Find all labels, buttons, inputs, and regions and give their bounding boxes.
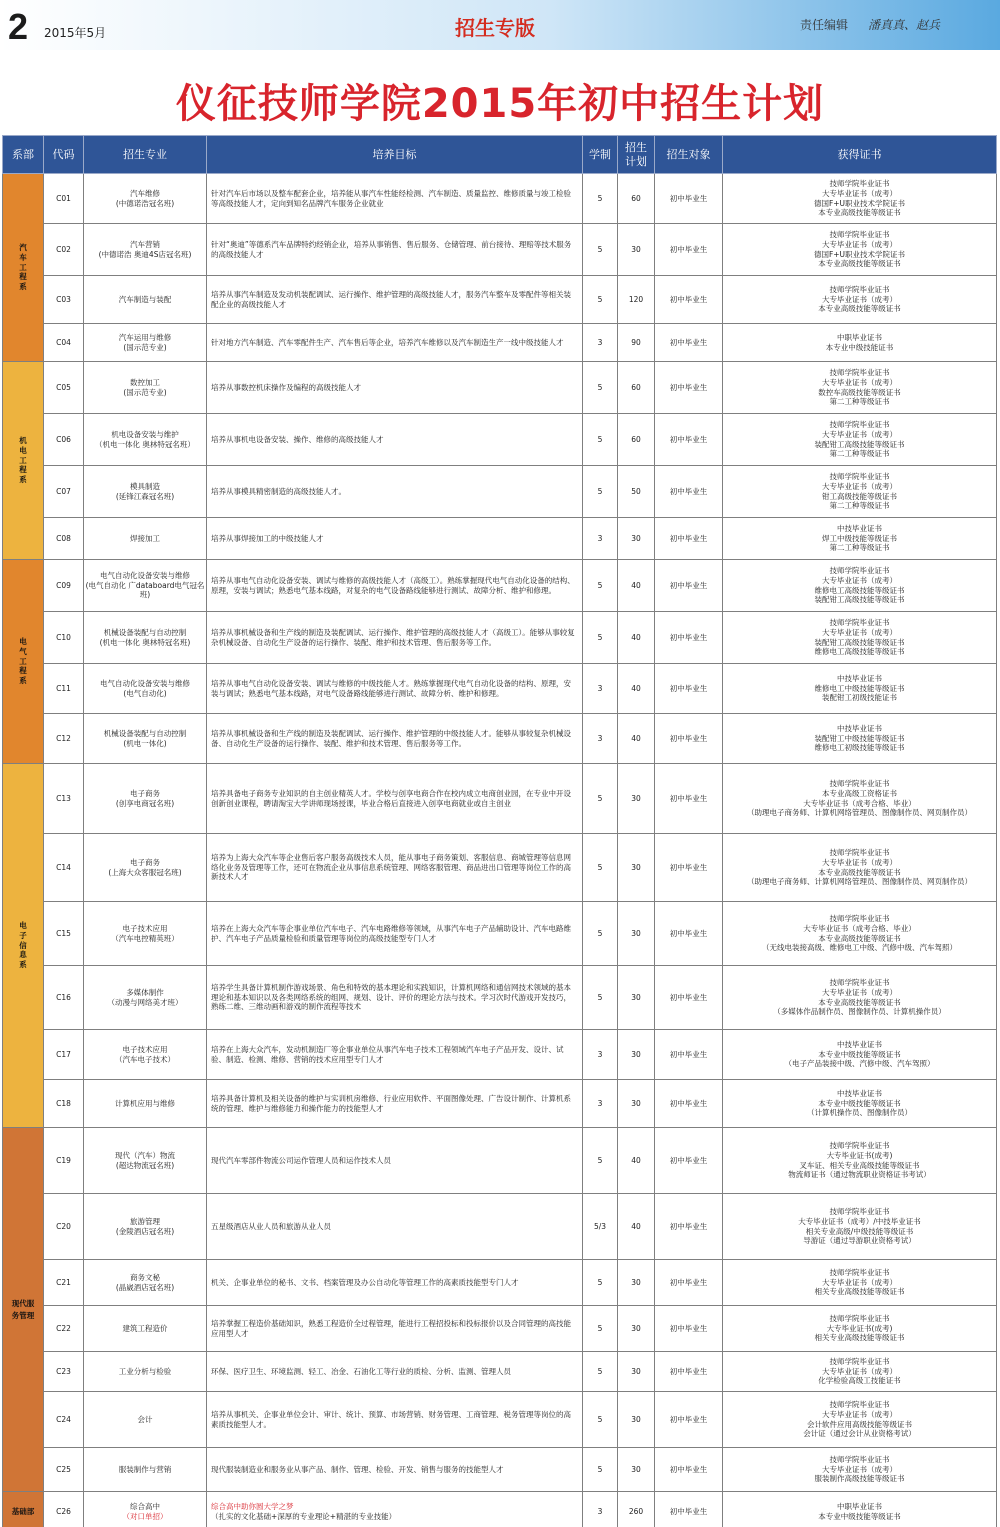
major-cell <box>84 1306 207 1352</box>
code-cell: C22 <box>44 1306 84 1352</box>
table-row <box>3 518 997 560</box>
target-cell: 初中毕业生 <box>655 1080 723 1128</box>
goal-cell <box>207 174 583 224</box>
section-title: 招生专版 <box>455 16 535 40</box>
quota-cell: 40 <box>618 612 655 664</box>
goal-text: 针对地方汽车制造、汽车零配件生产、汽车售后等企业，培养汽车维修以及汽车制造生产一线中级技能人才 <box>211 337 564 347</box>
major-name: 商务文秘 (晶崴酒店冠名班) <box>115 1272 175 1292</box>
quota-cell: 30 <box>618 1030 655 1080</box>
quota-cell: 30 <box>618 1260 655 1306</box>
goal-cell <box>207 612 583 664</box>
goal-cell <box>207 1492 583 1527</box>
certs-cell: 技师学院毕业证书 大专毕业证书（成考） 钳工高级技能等级证书 第二工种等级证书 <box>723 466 997 518</box>
goal-cell <box>207 518 583 560</box>
years-cell: 5 <box>583 1306 618 1352</box>
major-cell <box>84 466 207 518</box>
goal-text: 培养掌握工程造价基础知识，熟悉工程造价全过程管理，能进行工程招投标和投标报价以及合同管理的高技能应用型人才 <box>211 1318 571 1338</box>
goal-cell <box>207 1194 583 1260</box>
table-row <box>3 224 997 276</box>
target-cell: 初中毕业生 <box>655 174 723 224</box>
target-cell: 初中毕业生 <box>655 1352 723 1392</box>
major-cell <box>84 612 207 664</box>
major-cell <box>84 1448 207 1492</box>
goal-text: 培养学生具备计算机制作游戏场景、角色和特效的基本理论和实践知识，计算机网络和通信网技术领域的基本理论和基本知识以及各类网络系统的组网、规划、设计、评价的理论方法与技术。学习次时代游戏开发技巧，熟练二维、三维动画和游戏的制作流程等技术 <box>211 982 571 1012</box>
code-cell: C21 <box>44 1260 84 1306</box>
table-row <box>3 902 997 966</box>
table-row <box>3 1194 997 1260</box>
certs-cell: 技师学院毕业证书 大专毕业证书（成考） 装配钳工高级技能等级证书 第二工种等级证书 <box>723 414 997 466</box>
major-name: 工业分析与检验 <box>118 1366 172 1376</box>
target-cell: 初中毕业生 <box>655 414 723 466</box>
certs-cell: 技师学院毕业证书 大专毕业证书（成考） 本专业高级技能等级证书 <box>723 276 997 324</box>
target-cell: 初中毕业生 <box>655 224 723 276</box>
table-row <box>3 834 997 902</box>
major-name: 会计 <box>137 1414 153 1424</box>
department-cell: 汽 车 工 程 系 <box>3 174 44 362</box>
major-cell <box>84 764 207 834</box>
goal-cell <box>207 560 583 612</box>
department-cell: 机 电 工 程 系 <box>3 362 44 560</box>
certs-cell: 技师学院毕业证书 本专业高级工资格证书 大专毕业证书（成考合格、毕业） （助理电子商务师、计算机网络管理员、图像制作员、网页制作员） <box>723 764 997 834</box>
quota-cell: 60 <box>618 362 655 414</box>
quota-cell: 30 <box>618 834 655 902</box>
goal-text: 现代服装制造业和服务业从事产品、制作、管理、检验、开发、销售与服务的技能型人才 <box>211 1464 504 1474</box>
header-certs: 获得证书 <box>723 136 997 174</box>
major-cell <box>84 966 207 1030</box>
years-cell: 3 <box>583 324 618 362</box>
years-cell: 5 <box>583 1260 618 1306</box>
code-cell: C01 <box>44 174 84 224</box>
table-row <box>3 362 997 414</box>
table-row <box>3 714 997 764</box>
code-cell: C10 <box>44 612 84 664</box>
quota-cell: 30 <box>618 224 655 276</box>
years-cell: 5 <box>583 560 618 612</box>
goal-cell <box>207 764 583 834</box>
major-cell <box>84 1392 207 1448</box>
header-code: 代码 <box>44 136 84 174</box>
department-cell: 基础部 <box>3 1492 44 1527</box>
major-cell <box>84 902 207 966</box>
quota-cell: 30 <box>618 764 655 834</box>
major-name: 数控加工 (国示范专业) <box>123 377 167 397</box>
target-cell: 初中毕业生 <box>655 714 723 764</box>
code-cell: C05 <box>44 362 84 414</box>
target-cell: 初中毕业生 <box>655 324 723 362</box>
years-cell: 5 <box>583 414 618 466</box>
table-row <box>3 1030 997 1080</box>
years-cell: 5/3 <box>583 1194 618 1260</box>
years-cell: 5 <box>583 276 618 324</box>
major-cell <box>84 1260 207 1306</box>
major-name: 多媒体制作 （动漫与网络美才班） <box>107 987 183 1007</box>
target-cell: 初中毕业生 <box>655 1448 723 1492</box>
table-header-row <box>3 136 997 174</box>
major-name: 电子商务 (创享电商冠名班) <box>115 788 175 808</box>
table-row <box>3 276 997 324</box>
certs-cell: 技师学院毕业证书 大专毕业证书(成考) 叉车证、相关专业高级技能等级证书 物流师证书（通过物流职业资格证书考试） <box>723 1128 997 1194</box>
certs-cell: 技师学院毕业证书 大专毕业证书（成考） 本专业高级技能等级证书 （助理电子商务师、计算机网络管理员、图像制作员、网页制作员） <box>723 834 997 902</box>
major-name: 电气自动化设备安装与维修 (电气自动化) <box>100 678 190 698</box>
code-cell: C11 <box>44 664 84 714</box>
code-cell: C14 <box>44 834 84 902</box>
goal-text: （扎实的文化基础+深厚的专业理论+精湛的专业技能） <box>211 1511 397 1521</box>
certs-cell: 技师学院毕业证书 大专毕业证书（成考） 数控车高级技能等级证书 第二工种等级证书 <box>723 362 997 414</box>
major-cell <box>84 174 207 224</box>
goal-cell <box>207 276 583 324</box>
target-cell: 初中毕业生 <box>655 1492 723 1527</box>
certs-cell: 技师学院毕业证书 大专毕业证书（成考） 德国F+U职业技术学院证书 本专业高级技能等级证书 <box>723 174 997 224</box>
major-name: 电气自动化设备安装与维修 (电气自动化 广databoard电气冠名班) <box>85 570 205 600</box>
certs-cell: 技师学院毕业证书 大专毕业证书（成考） 维修电工高级技能等级证书 装配钳工高级技能等级证书 <box>723 560 997 612</box>
quota-cell: 40 <box>618 1128 655 1194</box>
page-header-band <box>0 0 1000 50</box>
issue-date: 2015年5月 <box>44 26 107 40</box>
code-cell: C04 <box>44 324 84 362</box>
quota-cell: 30 <box>618 1306 655 1352</box>
major-cell <box>84 276 207 324</box>
major-cell <box>84 1352 207 1392</box>
code-cell: C08 <box>44 518 84 560</box>
header-quota: 招生 计划 <box>618 136 655 174</box>
code-cell: C07 <box>44 466 84 518</box>
target-cell: 初中毕业生 <box>655 764 723 834</box>
quota-cell: 30 <box>618 518 655 560</box>
target-cell: 初中毕业生 <box>655 466 723 518</box>
code-cell: C16 <box>44 966 84 1030</box>
target-cell: 初中毕业生 <box>655 1260 723 1306</box>
goal-cell <box>207 466 583 518</box>
major-cell <box>84 1128 207 1194</box>
goal-text: 培养从事机关、企事业单位会计、审计、统计、预算、市场营销、财务管理、工商管理、税务管理等岗位的高素质技能型人才。 <box>211 1409 571 1429</box>
goal-text: 培养具备电子商务专业知识的自主创业精英人才。学校与创享电商合作在校内成立电商创业园，在专业中开设创新创业课程，聘请淘宝大学讲师现场授课，毕业合格后直接进入创享电商就业或自主创业 <box>211 788 571 808</box>
goal-cell <box>207 324 583 362</box>
quota-cell: 30 <box>618 1080 655 1128</box>
certs-cell: 中技毕业证书 维修电工中级技能等级证书 装配钳工初级技能证书 <box>723 664 997 714</box>
major-cell <box>84 1194 207 1260</box>
years-cell: 3 <box>583 714 618 764</box>
goal-text: 培养从事机电设备安装、操作、维修的高级技能人才 <box>211 434 384 444</box>
major-cell <box>84 1030 207 1080</box>
table-row <box>3 1448 997 1492</box>
code-cell: C23 <box>44 1352 84 1392</box>
quota-cell: 30 <box>618 902 655 966</box>
table-row <box>3 1392 997 1448</box>
major-cell <box>84 518 207 560</box>
goal-cell <box>207 1448 583 1492</box>
certs-cell: 中职毕业证书 本专业中级技能等级证书 <box>723 1492 997 1527</box>
table-row <box>3 1352 997 1392</box>
header-major: 招生专业 <box>84 136 207 174</box>
target-cell: 初中毕业生 <box>655 276 723 324</box>
major-name: 汽车运用与维修 (国示范专业) <box>118 332 172 352</box>
major-name: 电子技术应用 （汽车电控精英班） <box>111 923 179 943</box>
major-cell <box>84 224 207 276</box>
code-cell: C19 <box>44 1128 84 1194</box>
major-name: 机电设备安装与维护 （机电一体化 奥林特冠名班） <box>95 429 195 449</box>
table-row <box>3 1492 997 1527</box>
code-cell: C12 <box>44 714 84 764</box>
years-cell: 5 <box>583 466 618 518</box>
table-row <box>3 1128 997 1194</box>
code-cell: C03 <box>44 276 84 324</box>
header-target: 招生对象 <box>655 136 723 174</box>
goal-cell <box>207 1128 583 1194</box>
major-cell <box>84 414 207 466</box>
quota-cell: 30 <box>618 966 655 1030</box>
goal-text: 培养为上海大众汽车等企业售后客户服务高级技术人员，能从事电子商务策划、客服信息、商城管理等信息网络化业务及管理等工作，还可在物流企业从事信息系统管理、网络客服管理、商品进出口管理等岗位工作的高新技术人才 <box>211 852 571 882</box>
goal-cell <box>207 1392 583 1448</box>
major-name: 焊接加工 <box>130 533 160 543</box>
certs-cell: 中技毕业证书 本专业中级技能等级证书 （电子产品装接中级、汽修中级、汽车驾照） <box>723 1030 997 1080</box>
code-cell: C15 <box>44 902 84 966</box>
header-years: 学制 <box>583 136 618 174</box>
years-cell: 5 <box>583 1352 618 1392</box>
goal-text: 环保、医疗卫生、环境监测、轻工、冶金、石油化工等行业的质检、分析、监测、管理人员 <box>211 1366 511 1376</box>
table-row <box>3 1080 997 1128</box>
major-name: 机械设备装配与自动控制 (机电一体化) <box>103 728 187 748</box>
code-cell: C09 <box>44 560 84 612</box>
quota-cell: 60 <box>618 174 655 224</box>
code-cell: C20 <box>44 1194 84 1260</box>
major-name: 模具制造 (延锋江森冠名班) <box>115 481 175 501</box>
major-name: 汽车维修 (中德诺浩冠名班) <box>115 188 175 208</box>
quota-cell: 40 <box>618 560 655 612</box>
target-cell: 初中毕业生 <box>655 612 723 664</box>
quota-cell: 40 <box>618 664 655 714</box>
goal-cell <box>207 902 583 966</box>
major-name: 电子技术应用 （汽车电子技术） <box>115 1044 175 1064</box>
table-row <box>3 664 997 714</box>
page-number: 2 <box>8 6 29 47</box>
major-name: 汽车制造与装配 <box>118 294 172 304</box>
table-row <box>3 174 997 224</box>
quota-cell: 30 <box>618 1352 655 1392</box>
goal-text: 培养从事机械设备和生产线的制造及装配调试、运行操作、维护管理的高级技能人才（高级工）。能够从事较复杂机械设备、自动化生产设备的运行操作、装配、维护和技术管理、售后服务等工作。 <box>211 627 575 647</box>
years-cell: 5 <box>583 612 618 664</box>
table-row <box>3 1260 997 1306</box>
years-cell: 5 <box>583 174 618 224</box>
table-body <box>3 174 997 1527</box>
table-row <box>3 466 997 518</box>
goal-text: 培养从事机械设备和生产线的制造及装配调试、运行操作、维护管理的中级技能人才。能够从事较复杂机械设备、自动化生产设备的运行操作、装配、维护和技术管理、售后服务等工作。 <box>211 728 571 748</box>
goal-cell <box>207 714 583 764</box>
target-cell: 初中毕业生 <box>655 1194 723 1260</box>
target-cell: 初中毕业生 <box>655 1030 723 1080</box>
department-cell: 电 子 信 息 系 <box>3 764 44 1128</box>
certs-cell: 中技毕业证书 焊工中级技能等级证书 第二工种等级证书 <box>723 518 997 560</box>
certs-cell: 技师学院毕业证书 大专毕业证书(成考) 相关专业高级技能等级证书 <box>723 1306 997 1352</box>
certs-cell: 技师学院毕业证书 大专毕业证书（成考合格、毕业） 本专业高级技能等级证书 （无线电装接高级、维修电工中级、汽修中级、汽车驾照） <box>723 902 997 966</box>
quota-cell: 120 <box>618 276 655 324</box>
major-cell <box>84 324 207 362</box>
years-cell: 3 <box>583 1080 618 1128</box>
target-cell: 初中毕业生 <box>655 518 723 560</box>
target-cell: 初中毕业生 <box>655 834 723 902</box>
goal-cell <box>207 1080 583 1128</box>
target-cell: 初中毕业生 <box>655 966 723 1030</box>
editor-label: 责任编辑 <box>800 18 849 32</box>
table-row <box>3 612 997 664</box>
goal-text: 培养从事电气自动化设备安装、调试与维修的中级技能人才。熟练掌握现代电气自动化设备的结构、原理，安装与调试；熟悉电气基本线路，对电气设备路线能够进行测试、故障分析、维护和修理。 <box>211 678 571 698</box>
header-department: 系部 <box>3 136 44 174</box>
target-cell: 初中毕业生 <box>655 362 723 414</box>
major-name: 综合高中 <box>130 1501 160 1511</box>
goal-cell <box>207 1030 583 1080</box>
goal-cell <box>207 1352 583 1392</box>
code-cell: C02 <box>44 224 84 276</box>
years-cell: 5 <box>583 362 618 414</box>
goal-cell <box>207 414 583 466</box>
table-row <box>3 764 997 834</box>
certs-cell: 技师学院毕业证书 大专毕业证书（成考） 装配钳工高级技能等级证书 维修电工高级技能等级证书 <box>723 612 997 664</box>
years-cell: 5 <box>583 1392 618 1448</box>
quota-cell: 260 <box>618 1492 655 1527</box>
years-cell: 3 <box>583 518 618 560</box>
header-goal: 培养目标 <box>207 136 583 174</box>
target-cell: 初中毕业生 <box>655 664 723 714</box>
certs-cell: 技师学院毕业证书 大专毕业证书（成考） 相关专业高级技能等级证书 <box>723 1260 997 1306</box>
major-cell <box>84 664 207 714</box>
goal-text: 五星级酒店从业人员和旅游从业人员 <box>211 1221 331 1231</box>
goal-text: 机关、企事业单位的秘书、文书、档案管理及办公自动化等管理工作的高素质技能型专门人才 <box>211 1277 519 1287</box>
quota-cell: 90 <box>618 324 655 362</box>
major-cell <box>84 560 207 612</box>
goal-text: 培养从事电气自动化设备安装、调试与维修的高级技能人才（高级工）。熟练掌握现代电气自动化设备的结构、原理，安装与调试；熟悉电气基本线路，对复杂的电气设备路线能够进行测试、故障分析、维护和修理。 <box>211 575 575 595</box>
years-cell: 5 <box>583 224 618 276</box>
goal-cell <box>207 1260 583 1306</box>
goal-text: 培养具备计算机及相关设备的维护与实训机房维修、行业应用软件、平面图像处理、广告设计制作、计算机系统的管理、维护与维修能力和操作能力的技能型人才 <box>211 1093 571 1113</box>
target-cell: 初中毕业生 <box>655 560 723 612</box>
years-cell: 3 <box>583 1030 618 1080</box>
years-cell: 5 <box>583 1128 618 1194</box>
editor-names: 潘真真、赵兵 <box>868 18 941 32</box>
major-note: （对口单招） <box>122 1511 168 1521</box>
certs-cell: 中职毕业证书 本专业中级技能证书 <box>723 324 997 362</box>
major-cell <box>84 714 207 764</box>
years-cell: 5 <box>583 1448 618 1492</box>
certs-cell: 技师学院毕业证书 大专毕业证书（成考） 本专业高级技能等级证书 （多媒体作品制作员、图像制作员、计算机操作员） <box>723 966 997 1030</box>
table-row <box>3 324 997 362</box>
certs-cell: 技师学院毕业证书 大专毕业证书（成考） 化学检验高级工技能证书 <box>723 1352 997 1392</box>
target-cell: 初中毕业生 <box>655 1306 723 1352</box>
table-row <box>3 560 997 612</box>
page-title: 仪征技师学院2015年初中招生计划 <box>175 81 825 127</box>
major-name: 汽车营销 (中德诺浩 奥迪4S店冠名班) <box>98 239 192 259</box>
quota-cell: 60 <box>618 414 655 466</box>
major-cell <box>84 1492 207 1527</box>
target-cell: 初中毕业生 <box>655 902 723 966</box>
code-cell: C06 <box>44 414 84 466</box>
certs-cell: 技师学院毕业证书 大专毕业证书（成考）/中技毕业证书 相关专业高级/中级技能等级证书 导游证（通过导游职业资格考试） <box>723 1194 997 1260</box>
years-cell: 5 <box>583 966 618 1030</box>
goal-text: 针对“奥迪”等德系汽车品牌特约经销企业，培养从事销售、售后服务、仓储管理、前台接待、理赔等技术服务的高级技能人才 <box>211 239 572 259</box>
goal-text: 培养在上海大众汽车等企事业单位汽车电子、汽车电路维修等领域，从事汽车电子产品辅助设计、汽车电路维护、汽车电子产品质量检验和质量管理等岗位的高级技能型专门人才 <box>211 923 571 943</box>
goal-highlight: 综合高中助你圆大学之梦 <box>211 1501 294 1511</box>
goal-cell <box>207 1306 583 1352</box>
code-cell: C18 <box>44 1080 84 1128</box>
major-name: 机械设备装配与自动控制 (机电一体化 奥林特冠名班) <box>99 627 191 647</box>
goal-cell <box>207 966 583 1030</box>
major-cell <box>84 834 207 902</box>
years-cell: 5 <box>583 834 618 902</box>
years-cell: 5 <box>583 902 618 966</box>
table-row <box>3 1306 997 1352</box>
quota-cell: 30 <box>618 1392 655 1448</box>
department-cell: 电 气 工 程 系 <box>3 560 44 764</box>
certs-cell: 技师学院毕业证书 大专毕业证书（成考） 会计软件应用高级技能等级证书 会计证（通过会计从业资格考试） <box>723 1392 997 1448</box>
target-cell: 初中毕业生 <box>655 1128 723 1194</box>
major-name: 旅游管理 (金陵酒店冠名班) <box>115 1216 175 1236</box>
code-cell: C13 <box>44 764 84 834</box>
goal-text: 针对汽车后市场以及整车配套企业，培养能从事汽车性能经检测、汽车制造、质量监控、维修质量与竣工检验等高级技能人才，定向到知名品牌汽车服务企业就业 <box>211 188 571 208</box>
major-name: 计算机应用与维修 <box>115 1098 175 1108</box>
goal-cell <box>207 664 583 714</box>
goal-cell <box>207 362 583 414</box>
quota-cell: 40 <box>618 714 655 764</box>
goal-text: 培养在上海大众汽车，发动机制造厂等企事业单位从事汽车电子技术工程领域汽车电子产品开发、设计、试验、制造、检测、维修、营销的技术应用型专门人才 <box>211 1044 564 1064</box>
goal-cell <box>207 224 583 276</box>
major-name: 现代（汽车）物流 (超达物流冠名班) <box>115 1150 175 1170</box>
years-cell: 3 <box>583 1492 618 1527</box>
code-cell: C17 <box>44 1030 84 1080</box>
certs-cell: 技师学院毕业证书 大专毕业证书（成考） 德国F+U职业技术学院证书 本专业高级技能等级证书 <box>723 224 997 276</box>
department-cell: 现代服 务管理 <box>3 1128 44 1492</box>
major-name: 电子商务 (上海大众客服冠名班) <box>108 857 182 877</box>
major-cell <box>84 1080 207 1128</box>
quota-cell: 50 <box>618 466 655 518</box>
certs-cell: 中技毕业证书 本专业中级技能等级证书 （计算机操作员、图像制作员） <box>723 1080 997 1128</box>
years-cell: 5 <box>583 764 618 834</box>
major-name: 建筑工程造价 <box>122 1323 168 1333</box>
goal-text: 现代汽车零部件物流公司运作管理人员和运作技术人员 <box>211 1155 391 1165</box>
years-cell: 3 <box>583 664 618 714</box>
quota-cell: 30 <box>618 1448 655 1492</box>
enrollment-plan-table <box>2 135 997 1527</box>
goal-text: 培养从事模具精密制造的高级技能人才。 <box>211 486 346 496</box>
major-name: 服装制作与营销 <box>118 1464 172 1474</box>
goal-text: 培养从事汽车制造及发动机装配调试、运行操作、维护管理的高级技能人才，服务汽车整车及零配件等相关装配企业的高级技能人才 <box>211 289 571 309</box>
code-cell: C25 <box>44 1448 84 1492</box>
code-cell: C24 <box>44 1392 84 1448</box>
target-cell: 初中毕业生 <box>655 1392 723 1448</box>
code-cell: C26 <box>44 1492 84 1527</box>
major-cell <box>84 362 207 414</box>
certs-cell: 中技毕业证书 装配钳工中级技能等级证书 维修电工初级技能等级证书 <box>723 714 997 764</box>
certs-cell: 技师学院毕业证书 大专毕业证书（成考） 服装制作高级技能等级证书 <box>723 1448 997 1492</box>
goal-text: 培养从事数控机床操作及编程的高级技能人才 <box>211 382 361 392</box>
quota-cell: 40 <box>618 1194 655 1260</box>
goal-cell <box>207 834 583 902</box>
table-row <box>3 966 997 1030</box>
goal-text: 培养从事焊接加工的中级技能人才 <box>211 533 324 543</box>
table-row <box>3 414 997 466</box>
